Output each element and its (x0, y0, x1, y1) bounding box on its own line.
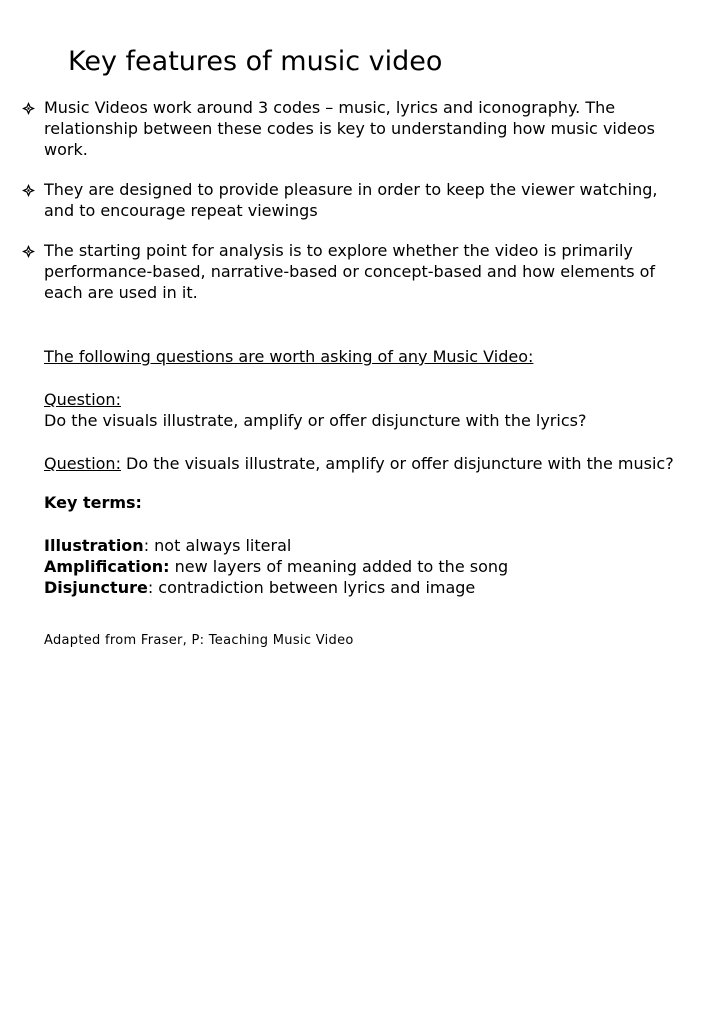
questions-section (44, 346, 694, 650)
question-2 (44, 453, 694, 474)
diamond-bullet-icon (22, 102, 35, 115)
diamond-bullet-icon (22, 245, 35, 258)
source-attribution: Adapted from Fraser, P: Teaching Music Video (44, 633, 354, 648)
question-label: Question: (44, 390, 121, 409)
key-term-amplification: Amplification: new layers of meaning added to the song (44, 557, 509, 576)
key-term-illustration: Illustration: not always literal (44, 536, 292, 555)
question-label: Question: (44, 454, 121, 473)
bullet-item (22, 240, 692, 303)
key-terms-heading: Key terms: (44, 493, 142, 512)
questions-intro: The following questions are worth asking of any Music Video: (44, 347, 534, 366)
bullet-list (22, 97, 692, 322)
question-text: Do the visuals illustrate, amplify or offer disjuncture with the music? (120, 454, 674, 473)
question-1 (44, 389, 694, 431)
question-text: Do the visuals illustrate, amplify or offer disjuncture with the lyrics? (44, 411, 587, 430)
page-title: Key features of music video (68, 46, 443, 77)
diamond-bullet-icon (22, 184, 35, 197)
key-term-disjuncture: Disjuncture: contradiction between lyrics and image (44, 578, 476, 597)
bullet-text: The starting point for analysis is to explore whether the video is primarily performance-based, narrative-based or concept-based and how elements of each are used in it. (44, 241, 656, 302)
bullet-item (22, 97, 692, 160)
bullet-text: They are designed to provide pleasure in order to keep the viewer watching, and to encourage repeat viewings (44, 180, 658, 220)
bullet-item (22, 179, 692, 221)
bullet-text: Music Videos work around 3 codes – music, lyrics and iconography. The relationship between these codes is key to understanding how music videos work. (44, 98, 655, 159)
